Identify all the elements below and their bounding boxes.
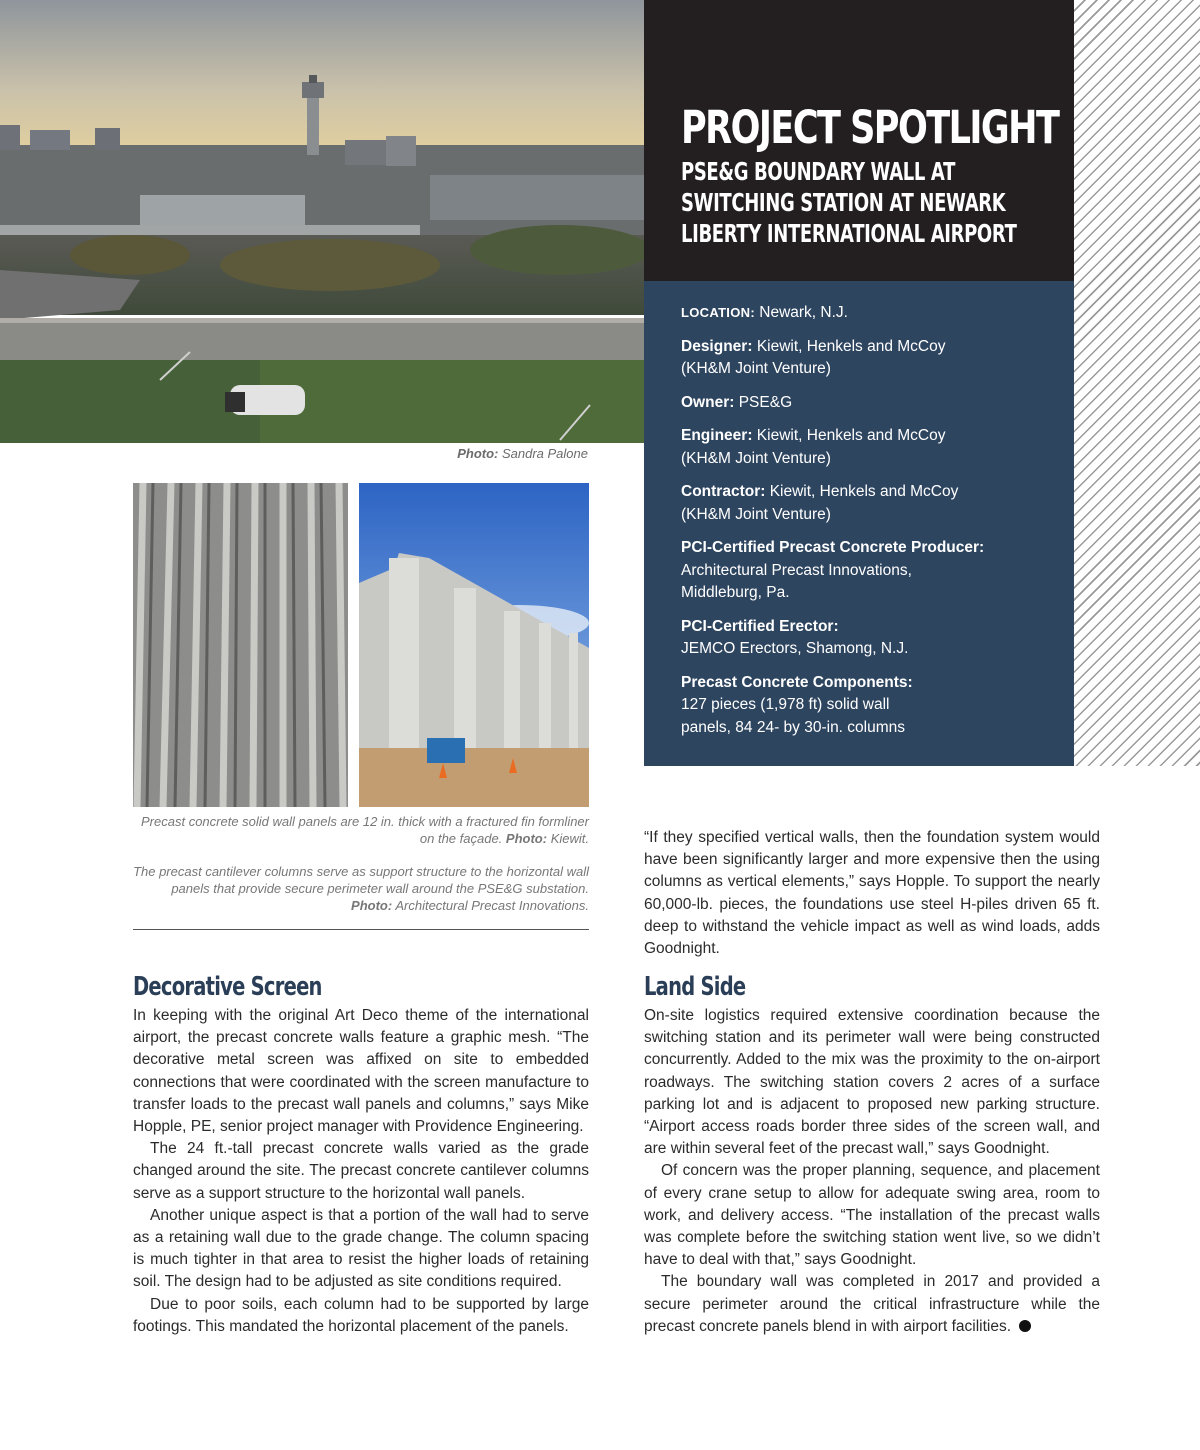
info-owner [681, 392, 1054, 415]
info-label: LOCATION: [681, 305, 755, 320]
spotlight-subtitle-line: SWITCHING STATION AT NEWARK [681, 188, 1006, 217]
info-value: Kiewit, Henkels and McCoy [756, 427, 946, 444]
paragraph: Due to poor soils, each column had to be supported by large footings. This mandated the horizontal placement of the panels. [133, 1295, 589, 1335]
info-contractor [681, 481, 1054, 526]
info-label: Engineer: [681, 427, 753, 444]
article-right-intro [644, 827, 1100, 960]
info-erector [681, 616, 1054, 661]
info-value: Middleburg, Pa. [681, 584, 790, 601]
info-label: Precast Concrete Components: [681, 673, 913, 691]
fractured-fin-photo [133, 483, 348, 807]
info-components [681, 672, 1054, 740]
info-value: (KH&M Joint Venture) [681, 449, 831, 467]
heading-land-side: Land Side [644, 972, 746, 1002]
caption-photo-label: Photo: [505, 831, 548, 846]
paragraph-text: The boundary wall was completed in 2017 and provided a secure perimeter around the critical infrastructure while the precast concrete panels blend in with airport facilities. [644, 1273, 1100, 1335]
info-label: PCI-Certified Erector: [681, 617, 839, 635]
caption-credit: Kiewit. [550, 831, 589, 846]
spotlight-title: PROJECT SPOTLIGHT [681, 101, 1059, 154]
info-label: PCI-Certified Precast Concrete Producer: [681, 539, 985, 556]
info-location [681, 302, 1054, 325]
info-value: Kiewit, Henkels and McCoy [769, 483, 959, 500]
airport-skyline-image [0, 0, 644, 443]
wall-panels-photo [359, 483, 589, 807]
article-decorative-screen [133, 1005, 589, 1338]
info-engineer [681, 425, 1054, 470]
wall-columns-image [359, 483, 589, 807]
spotlight-header [644, 0, 1074, 281]
heading-decorative-screen: Decorative Screen [133, 972, 322, 1002]
info-value: Kiewit, Henkels and McCoy [756, 337, 946, 355]
info-label: Contractor: [681, 483, 766, 500]
info-value: PSE&G [738, 393, 793, 411]
caption-fractured-fin [133, 813, 589, 847]
project-info-box [644, 281, 1074, 766]
info-label: Owner: [681, 393, 735, 411]
paragraph: Another unique aspect is that a portion of the wall had to serve as a retaining wall due to the grade change. The column spacing is much tighter in that area to resist the higher loads of retaining soil. The design had to be adjusted as site conditions required. [133, 1206, 589, 1291]
paragraph: In keeping with the original Art Deco theme of the international airport, the precast concrete walls feature a graphic mesh. “The decorative metal screen was affixed on site to embedded connections that were coordinated with the screen manufacture to transfer loads to the precast wall panels and columns,” says Mike Hopple, PE, senior project manager with Providence Engineering. [133, 1007, 589, 1136]
info-designer [681, 336, 1054, 381]
paragraph: On-site logistics required extensive coordination because the switching station and its perimeter wall were being constructed concurrently. Added to the mix was the proximity to the on-airport roadways. The switching station covers 2 acres of a surface parking lot and is adjacent to proposed new parking structure. “Airport access roads border three sides of the screen wall, and are within several feet of the precast wall,” says Goodnight. [644, 1007, 1100, 1158]
info-value: JEMCO Erectors, Shamong, N.J. [681, 640, 909, 657]
paragraph: Of concern was the proper planning, sequence, and placement of every crane setup to allow for adequate swing area, room to work, and delivery access. “The installation of the precast walls was complete before the switching station went live, so we didn’t have to deal with that,” says Goodnight. [644, 1162, 1100, 1269]
hatched-strip [1074, 0, 1200, 766]
info-value: panels, 84 24- by 30-in. columns [681, 718, 906, 736]
info-value: (KH&M Joint Venture) [681, 505, 831, 523]
end-mark-icon [1019, 1320, 1031, 1332]
caption-divider [133, 929, 589, 930]
spotlight-subtitle-line: PSE&G BOUNDARY WALL AT [681, 157, 956, 186]
hero-photo-credit [300, 446, 588, 461]
credit-name: Sandra Palone [501, 446, 588, 461]
caption-cantilever-columns [133, 863, 589, 914]
caption-text: The precast cantilever columns serve as support structure to the horizontal wall panels that provide secure perimeter wall around the PSE&G substation. [133, 864, 589, 896]
info-value: (KH&M Joint Venture) [681, 360, 831, 377]
info-value: Newark, N.J. [759, 304, 848, 321]
paragraph [644, 1271, 1100, 1338]
hero-photo [0, 0, 644, 443]
concrete-texture-image [133, 483, 348, 807]
paragraph: “If they specified vertical walls, then the foundation system would have been significantly larger and more expensive then the using columns as vertical elements,” says Hopple. To support the nearly 60,000-lb. pieces, the foundations use steel H-piles driven 65 ft. deep to withstand the vehicle impact as well as wind loads, adds Goodnight. [644, 829, 1100, 958]
info-producer [681, 537, 1054, 605]
info-value: Architectural Precast Innovations, [681, 561, 912, 579]
caption-text: Precast concrete solid wall panels are 12 in. thick with a fractured fin formliner on the façade. [141, 814, 589, 846]
paragraph: The 24 ft.-tall precast concrete walls varied as the grade changed around the site. The precast concrete cantilever columns serve as a support structure to the horizontal wall panels. [133, 1140, 589, 1202]
credit-label: Photo: [457, 446, 499, 461]
info-label: Designer: [681, 337, 753, 355]
spotlight-subtitle-line: LIBERTY INTERNATIONAL AIRPORT [681, 219, 1017, 248]
info-value: 127 pieces (1,978 ft) solid wall [681, 696, 890, 713]
caption-photo-label: Photo: [351, 898, 393, 913]
article-land-side [644, 1005, 1100, 1338]
caption-credit: Architectural Precast Innovations. [395, 898, 589, 913]
